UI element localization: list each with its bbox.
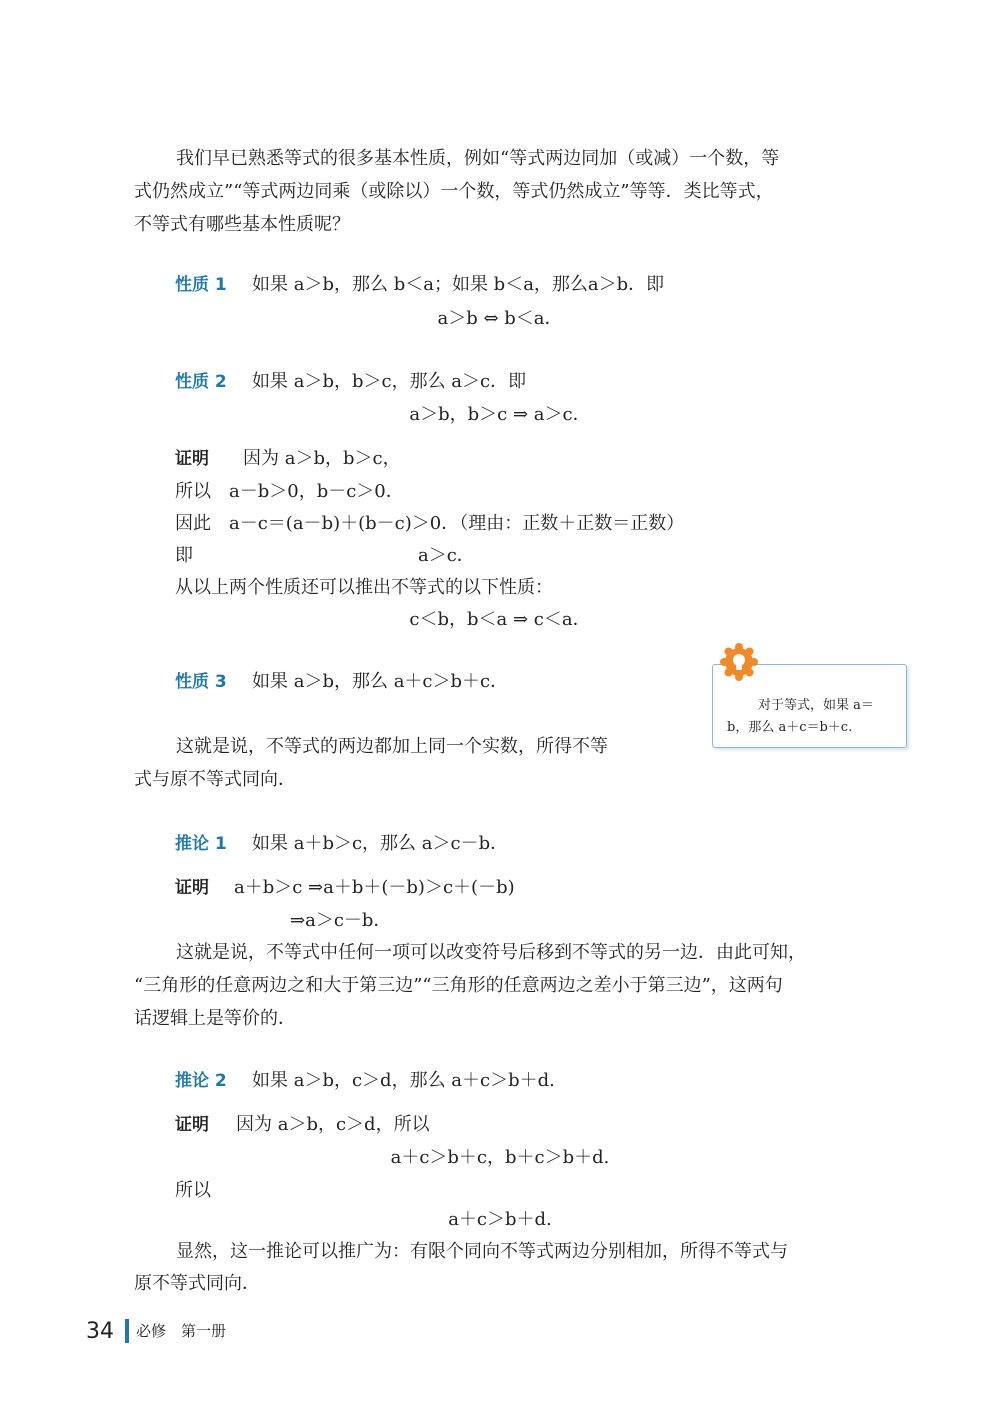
proof-2-line-4-left: 即 — [175, 545, 193, 566]
proof-2-line-4-right: a＞c． — [418, 545, 475, 566]
corollary-1-proof-1: a＋b＞c ⇒a＋b＋(－b)＞c＋(－b) — [234, 877, 515, 898]
derived-formula: c＜b，b＜a ⇒ c＜a． — [409, 609, 591, 630]
lightbulb-icon — [719, 642, 759, 682]
corollary-2-explain-2: 原不等式同向． — [134, 1273, 260, 1294]
intro-line-2: 式仍然成立”“等式两边同乘（或除以）一个数，等式仍然成立”等等．类比等式， — [134, 181, 774, 202]
corollary-1-label: 推论 1 — [175, 834, 227, 854]
property-2-formula: a＞b，b＞c ⇒ a＞c． — [409, 404, 591, 425]
corollary-2-text: 如果 a＞b，c＞d，那么 a＋c＞b＋d. — [252, 1070, 555, 1091]
proof-2-line-3: 因此 a－c＝(a－b)＋(b－c)＞0．（理由：正数＋正数＝正数） — [175, 513, 685, 534]
margin-note-line-1: 对于等式，如果 a＝ — [758, 698, 874, 713]
property-1-formula: a＞b ⇔ b＜a． — [437, 308, 563, 329]
corollary-1-text: 如果 a＋b＞c，那么 a＞c－b． — [252, 833, 509, 854]
corollary-1-proof-label: 证明 — [175, 878, 209, 898]
margin-note-line-2: b，那么 a＋c＝b＋c. — [727, 720, 853, 735]
property-3-explain-1: 这就是说，不等式的两边都加上同一个实数，所得不等 — [176, 736, 608, 757]
intro-line-3: 不等式有哪些基本性质呢？ — [134, 214, 350, 235]
corollary-1-proof-2: ⇒a＞c－b． — [290, 910, 392, 931]
property-2-label: 性质 2 — [175, 372, 227, 392]
corollary-1-explain-1: 这就是说，不等式中任何一项可以改变符号后移到不等式的另一边．由此可知， — [176, 942, 806, 963]
corollary-2-explain-1: 显然，这一推论可以推广为：有限个同向不等式两边分别相加，所得不等式与 — [176, 1241, 788, 1262]
corollary-2-formula-1: a＋c＞b＋c，b＋c＞b＋d. — [390, 1147, 610, 1168]
property-3-label: 性质 3 — [175, 672, 227, 692]
corollary-2-proof-1: 因为 a＞b，c＞d，所以 — [236, 1114, 430, 1135]
intro-line-1: 我们早已熟悉等式的很多基本性质，例如“等式两边同加（或减）一个数，等 — [176, 148, 780, 169]
property-1-text: 如果 a＞b，那么 b＜a；如果 b＜a，那么a＞b．即 — [252, 274, 665, 295]
proof-2-line-5: 从以上两个性质还可以推出不等式的以下性质： — [175, 577, 553, 598]
property-2-text: 如果 a＞b，b＞c，那么 a＞c．即 — [252, 371, 527, 392]
corollary-2-label: 推论 2 — [175, 1071, 227, 1091]
corollary-2-so: 所以 — [175, 1180, 211, 1201]
proof-2-line-1: 因为 a＞b，b＞c， — [243, 448, 401, 469]
corollary-1-explain-2: “三角形的任意两边之和大于第三边”“三角形的任意两边之差小于第三边”，这两句 — [134, 975, 783, 996]
book-title: 必修 第一册 — [136, 1322, 227, 1340]
property-3-text: 如果 a＞b，那么 a＋c＞b＋c． — [252, 671, 509, 692]
page-number: 34 — [86, 1319, 114, 1344]
corollary-2-proof-label: 证明 — [175, 1115, 209, 1135]
corollary-2-formula-2: a＋c＞b＋d. — [448, 1209, 552, 1230]
property-1-label: 性质 1 — [175, 275, 227, 295]
page-number-divider — [125, 1319, 129, 1343]
corollary-1-explain-3: 话逻辑上是等价的． — [134, 1008, 296, 1029]
property-3-explain-2: 式与原不等式同向． — [134, 769, 296, 790]
proof-2-label: 证明 — [175, 449, 209, 469]
proof-2-line-2: 所以 a－b＞0，b－c＞0． — [175, 481, 404, 502]
